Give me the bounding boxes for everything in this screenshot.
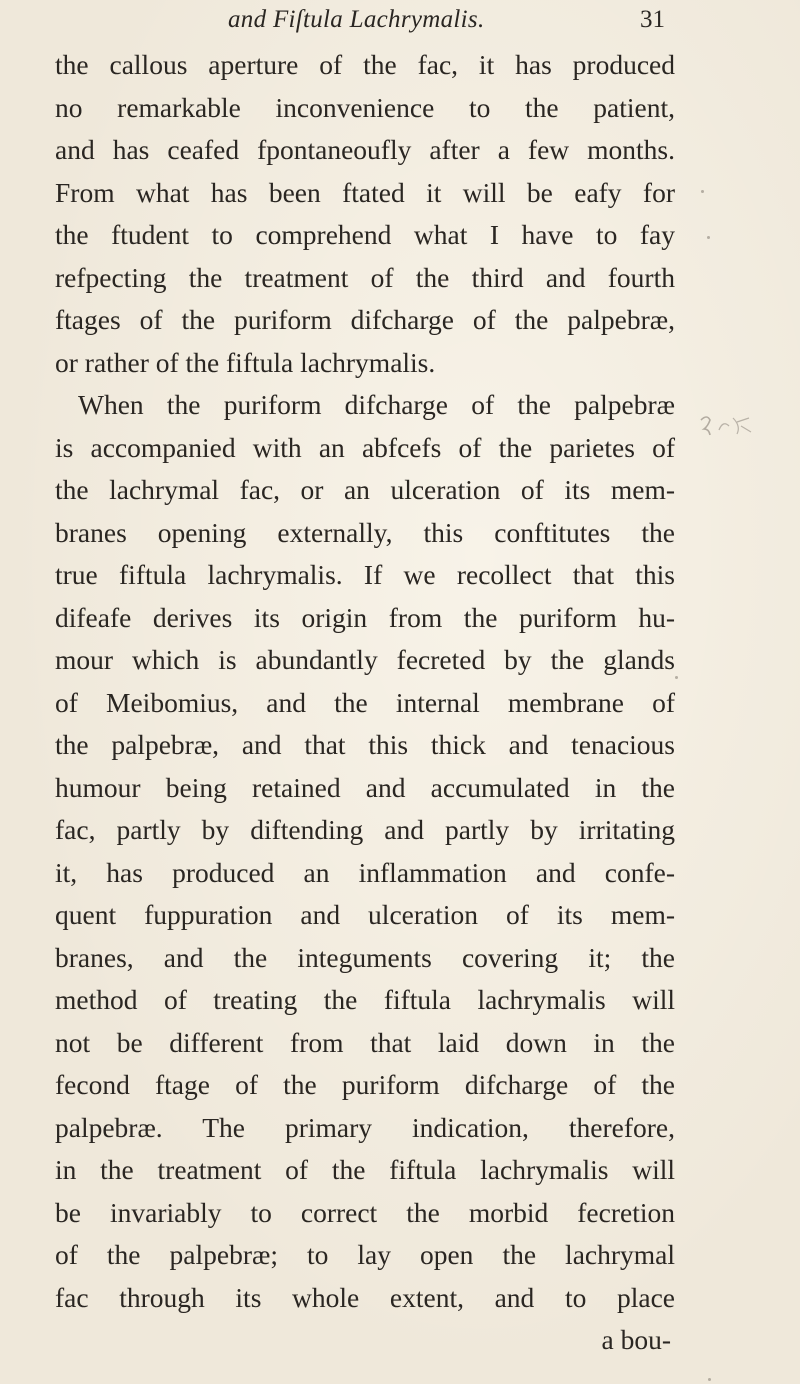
text-line: When the puriform difcharge of the palpebræ bbox=[78, 389, 675, 420]
text-line: in the treatment of the fiftula lachrymalis will bbox=[55, 1154, 675, 1185]
page-number: 31 bbox=[640, 6, 665, 33]
text-line: no remarkable inconvenience to the patient, bbox=[55, 91, 675, 123]
text-line: mour which is abundantly fecreted by the glands bbox=[55, 644, 675, 675]
text-line: refpecting the treatment of the third and fourth bbox=[55, 261, 675, 293]
text-line: humour being retained and accumulated in the bbox=[55, 771, 675, 803]
text-line: is accompanied with an abfcefs of the parietes of bbox=[55, 431, 675, 463]
text-line: or rather of the fiftula lachrymalis. bbox=[55, 346, 436, 378]
paper-speck bbox=[675, 676, 678, 679]
text-line: the lachrymal fac, or an ulceration of its mem- bbox=[55, 474, 675, 505]
text-line: quent fuppuration and ulceration of its mem- bbox=[55, 899, 675, 930]
text-line: branes, and the integuments covering it; the bbox=[55, 941, 675, 973]
text-line: fecond ftage of the puriform difcharge of the bbox=[55, 1069, 675, 1100]
text-line: fac through its whole extent, and to place bbox=[55, 1281, 675, 1313]
text-line: fac, partly by diftending and partly by irritating bbox=[55, 814, 675, 845]
text-line: and has ceafed fpontaneoufly after a few months. bbox=[55, 134, 675, 165]
text-line: the palpebræ, and that this thick and tenacious bbox=[55, 729, 675, 760]
text-line: branes opening externally, this conftitutes the bbox=[55, 516, 675, 548]
text-line: it, has produced an inflammation and confe- bbox=[55, 856, 675, 888]
text-line: the ftudent to comprehend what I have to fay bbox=[55, 219, 675, 250]
catchword: a bou- bbox=[601, 1324, 671, 1355]
text-line: of Meibomius, and the internal membrane of bbox=[55, 686, 675, 718]
text-line: difeafe derives its origin from the puriform hu- bbox=[55, 601, 675, 633]
text-line: not be different from that laid down in the bbox=[55, 1026, 675, 1058]
text-line: method of treating the fiftula lachrymalis will bbox=[55, 984, 675, 1015]
text-line: of the palpebræ; to lay open the lachrymal bbox=[55, 1239, 675, 1270]
text-line: From what has been ftated it will be eafy for bbox=[55, 176, 675, 208]
text-line: the callous aperture of the fac, it has produced bbox=[55, 49, 675, 80]
text-line: be invariably to correct the morbid fecretion bbox=[55, 1196, 675, 1228]
text-line: ftages of the puriform difcharge of the palpebræ, bbox=[55, 304, 675, 335]
paper-speck bbox=[707, 236, 710, 239]
paper-speck bbox=[708, 1378, 711, 1381]
paper-speck bbox=[701, 190, 704, 193]
running-head bbox=[0, 2, 800, 42]
bleed-through-mark bbox=[697, 412, 757, 442]
text-line: true fiftula lachrymalis. If we recollect that this bbox=[55, 559, 675, 590]
running-title: and Fiſtula Lachrymalis. bbox=[228, 6, 485, 33]
text-line: palpebræ. The primary indication, therefore, bbox=[55, 1111, 675, 1143]
body-text bbox=[55, 44, 675, 1362]
